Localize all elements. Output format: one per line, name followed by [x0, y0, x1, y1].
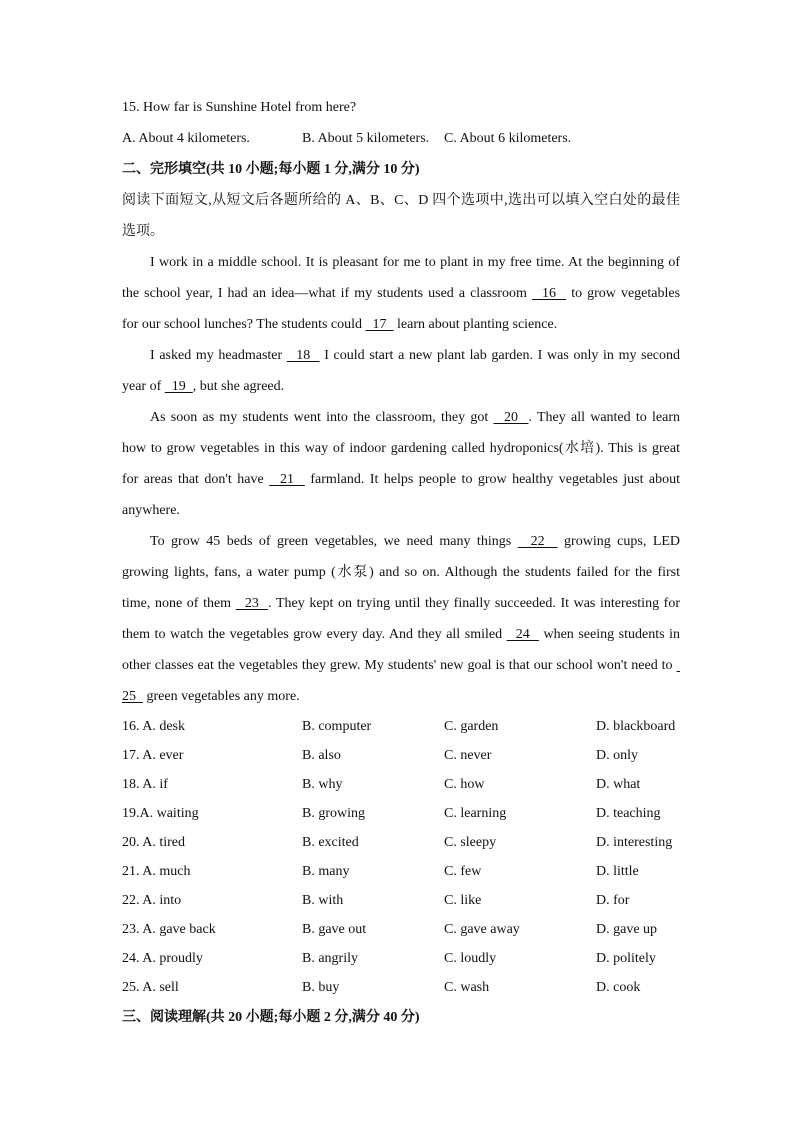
passage-line: I work in a middle school. It is pleasant for me to plant in my free time. At the beginning of	[150, 255, 680, 270]
option-b: B. buy	[302, 980, 340, 995]
passage-line: the school year, I had an idea—what if my students used a classroom 16 to grow vegetables	[122, 286, 681, 301]
option-c: C. loudly	[444, 951, 497, 966]
option-d: D. cook	[596, 980, 641, 995]
option-a: 17. A. ever	[122, 748, 184, 763]
option-d: D. what	[596, 777, 641, 792]
section2-instruction-line1: 阅读下面短文,从短文后各题所给的 A、B、C、D 四个选项中,选出可以填入空白处的最佳	[122, 193, 680, 208]
option-a: 23. A. gave back	[122, 922, 216, 937]
q15-question: 15. How far is Sunshine Hotel from here?	[122, 100, 357, 115]
option-d: D. gave up	[596, 922, 658, 937]
options-row-22	[122, 886, 680, 915]
passage-line: year of 19 , but she agreed.	[122, 379, 285, 394]
option-b: B. many	[302, 864, 350, 879]
options-row-17	[122, 741, 680, 770]
blank-21: 21	[269, 472, 305, 487]
option-b: B. growing	[302, 806, 365, 821]
option-d: D. only	[596, 748, 638, 763]
passage-line: time, none of them 23 . They kept on trying until they finally succeeded. It was interesting for	[122, 596, 681, 611]
q15-option-c: C. About 6 kilometers.	[444, 131, 572, 146]
option-d: D. interesting	[596, 835, 673, 850]
blank-16: 16	[531, 286, 567, 301]
option-d: D. politely	[596, 951, 656, 966]
section3-heading: 三、阅读理解(共 20 小题;每小题 2 分,满分 40 分)	[122, 1010, 420, 1025]
options-row-16	[122, 712, 680, 741]
q15-options	[122, 123, 680, 154]
passage-line: As soon as my students went into the classroom, they got 20 . They all wanted to learn	[150, 410, 681, 425]
option-a: 22. A. into	[122, 893, 182, 908]
passage-line: how to grow vegetables in this way of indoor gardening called hydroponics(水培). This is great	[122, 441, 680, 456]
blank-23: 23	[235, 596, 269, 611]
blank-22: 22	[517, 534, 558, 549]
option-a: 20. A. tired	[122, 835, 185, 850]
option-b: B. angrily	[302, 951, 358, 966]
option-b: B. with	[302, 893, 344, 908]
passage-line: for our school lunches? The students could 17 learn about planting science.	[122, 317, 558, 332]
section2-heading: 二、完形填空(共 10 小题;每小题 1 分,满分 10 分)	[122, 162, 420, 177]
passage-line: 25 green vegetables any more.	[122, 689, 300, 704]
passage-line: other classes eat the vegetables they grew. My students' new goal is that our school won't need to	[122, 650, 680, 681]
option-a: 18. A. if	[122, 777, 168, 792]
q15-option-b: B. About 5 kilometers.	[302, 131, 430, 146]
options-row-24	[122, 944, 680, 973]
option-b: B. excited	[302, 835, 359, 850]
passage-line: for areas that don't have 21 farmland. It helps people to grow healthy vegetables just about	[122, 472, 681, 487]
passage-line: growing lights, fans, a water pump (水泵) and so on. Although the students failed for the first	[122, 565, 680, 580]
option-c: C. garden	[444, 719, 499, 734]
option-b: B. also	[302, 748, 341, 763]
option-d: D. for	[596, 893, 630, 908]
passage-line: them to watch the vegetables grow every day. And they all smiled 24 when seeing students in	[122, 627, 681, 642]
option-c: C. gave away	[444, 922, 520, 937]
option-d: D. little	[596, 864, 639, 879]
blank-19: 19	[164, 379, 193, 394]
options-row-18	[122, 770, 680, 799]
option-c: C. learning	[444, 806, 507, 821]
option-a: 24. A. proudly	[122, 951, 203, 966]
options-list	[122, 712, 680, 1002]
blank-17: 17	[365, 317, 394, 332]
option-a: 25. A. sell	[122, 980, 179, 995]
blank-25: 25	[122, 689, 143, 704]
option-d: D. teaching	[596, 806, 661, 821]
blank-24: 24	[506, 627, 539, 642]
option-a: 21. A. much	[122, 864, 191, 879]
passage-line: anywhere.	[122, 503, 180, 518]
passage-line: I asked my headmaster 18 I could start a new plant lab garden. I was only in my second	[150, 348, 680, 363]
q15-option-a: A. About 4 kilometers.	[122, 131, 250, 146]
options-row-25	[122, 973, 680, 1002]
option-b: B. gave out	[302, 922, 367, 937]
options-row-20	[122, 828, 680, 857]
blank-20: 20	[493, 410, 529, 425]
exam-page	[122, 92, 680, 1033]
option-a: 19.A. waiting	[122, 806, 199, 821]
options-row-23	[122, 915, 680, 944]
option-c: C. never	[444, 748, 492, 763]
option-c: C. how	[444, 777, 485, 792]
blank-25-start	[677, 658, 681, 673]
option-c: C. like	[444, 893, 482, 908]
option-c: C. few	[444, 864, 482, 879]
passage-line: To grow 45 beds of green vegetables, we need many things 22 growing cups, LED	[150, 534, 681, 549]
option-b: B. computer	[302, 719, 372, 734]
option-b: B. why	[302, 777, 343, 792]
option-a: 16. A. desk	[122, 719, 185, 734]
option-c: C. sleepy	[444, 835, 497, 850]
option-c: C. wash	[444, 980, 490, 995]
options-row-19	[122, 799, 680, 828]
options-row-21	[122, 857, 680, 886]
section2-instruction-line2: 选项。	[122, 224, 164, 239]
blank-18: 18	[286, 348, 320, 363]
option-d: D. blackboard	[596, 719, 676, 734]
